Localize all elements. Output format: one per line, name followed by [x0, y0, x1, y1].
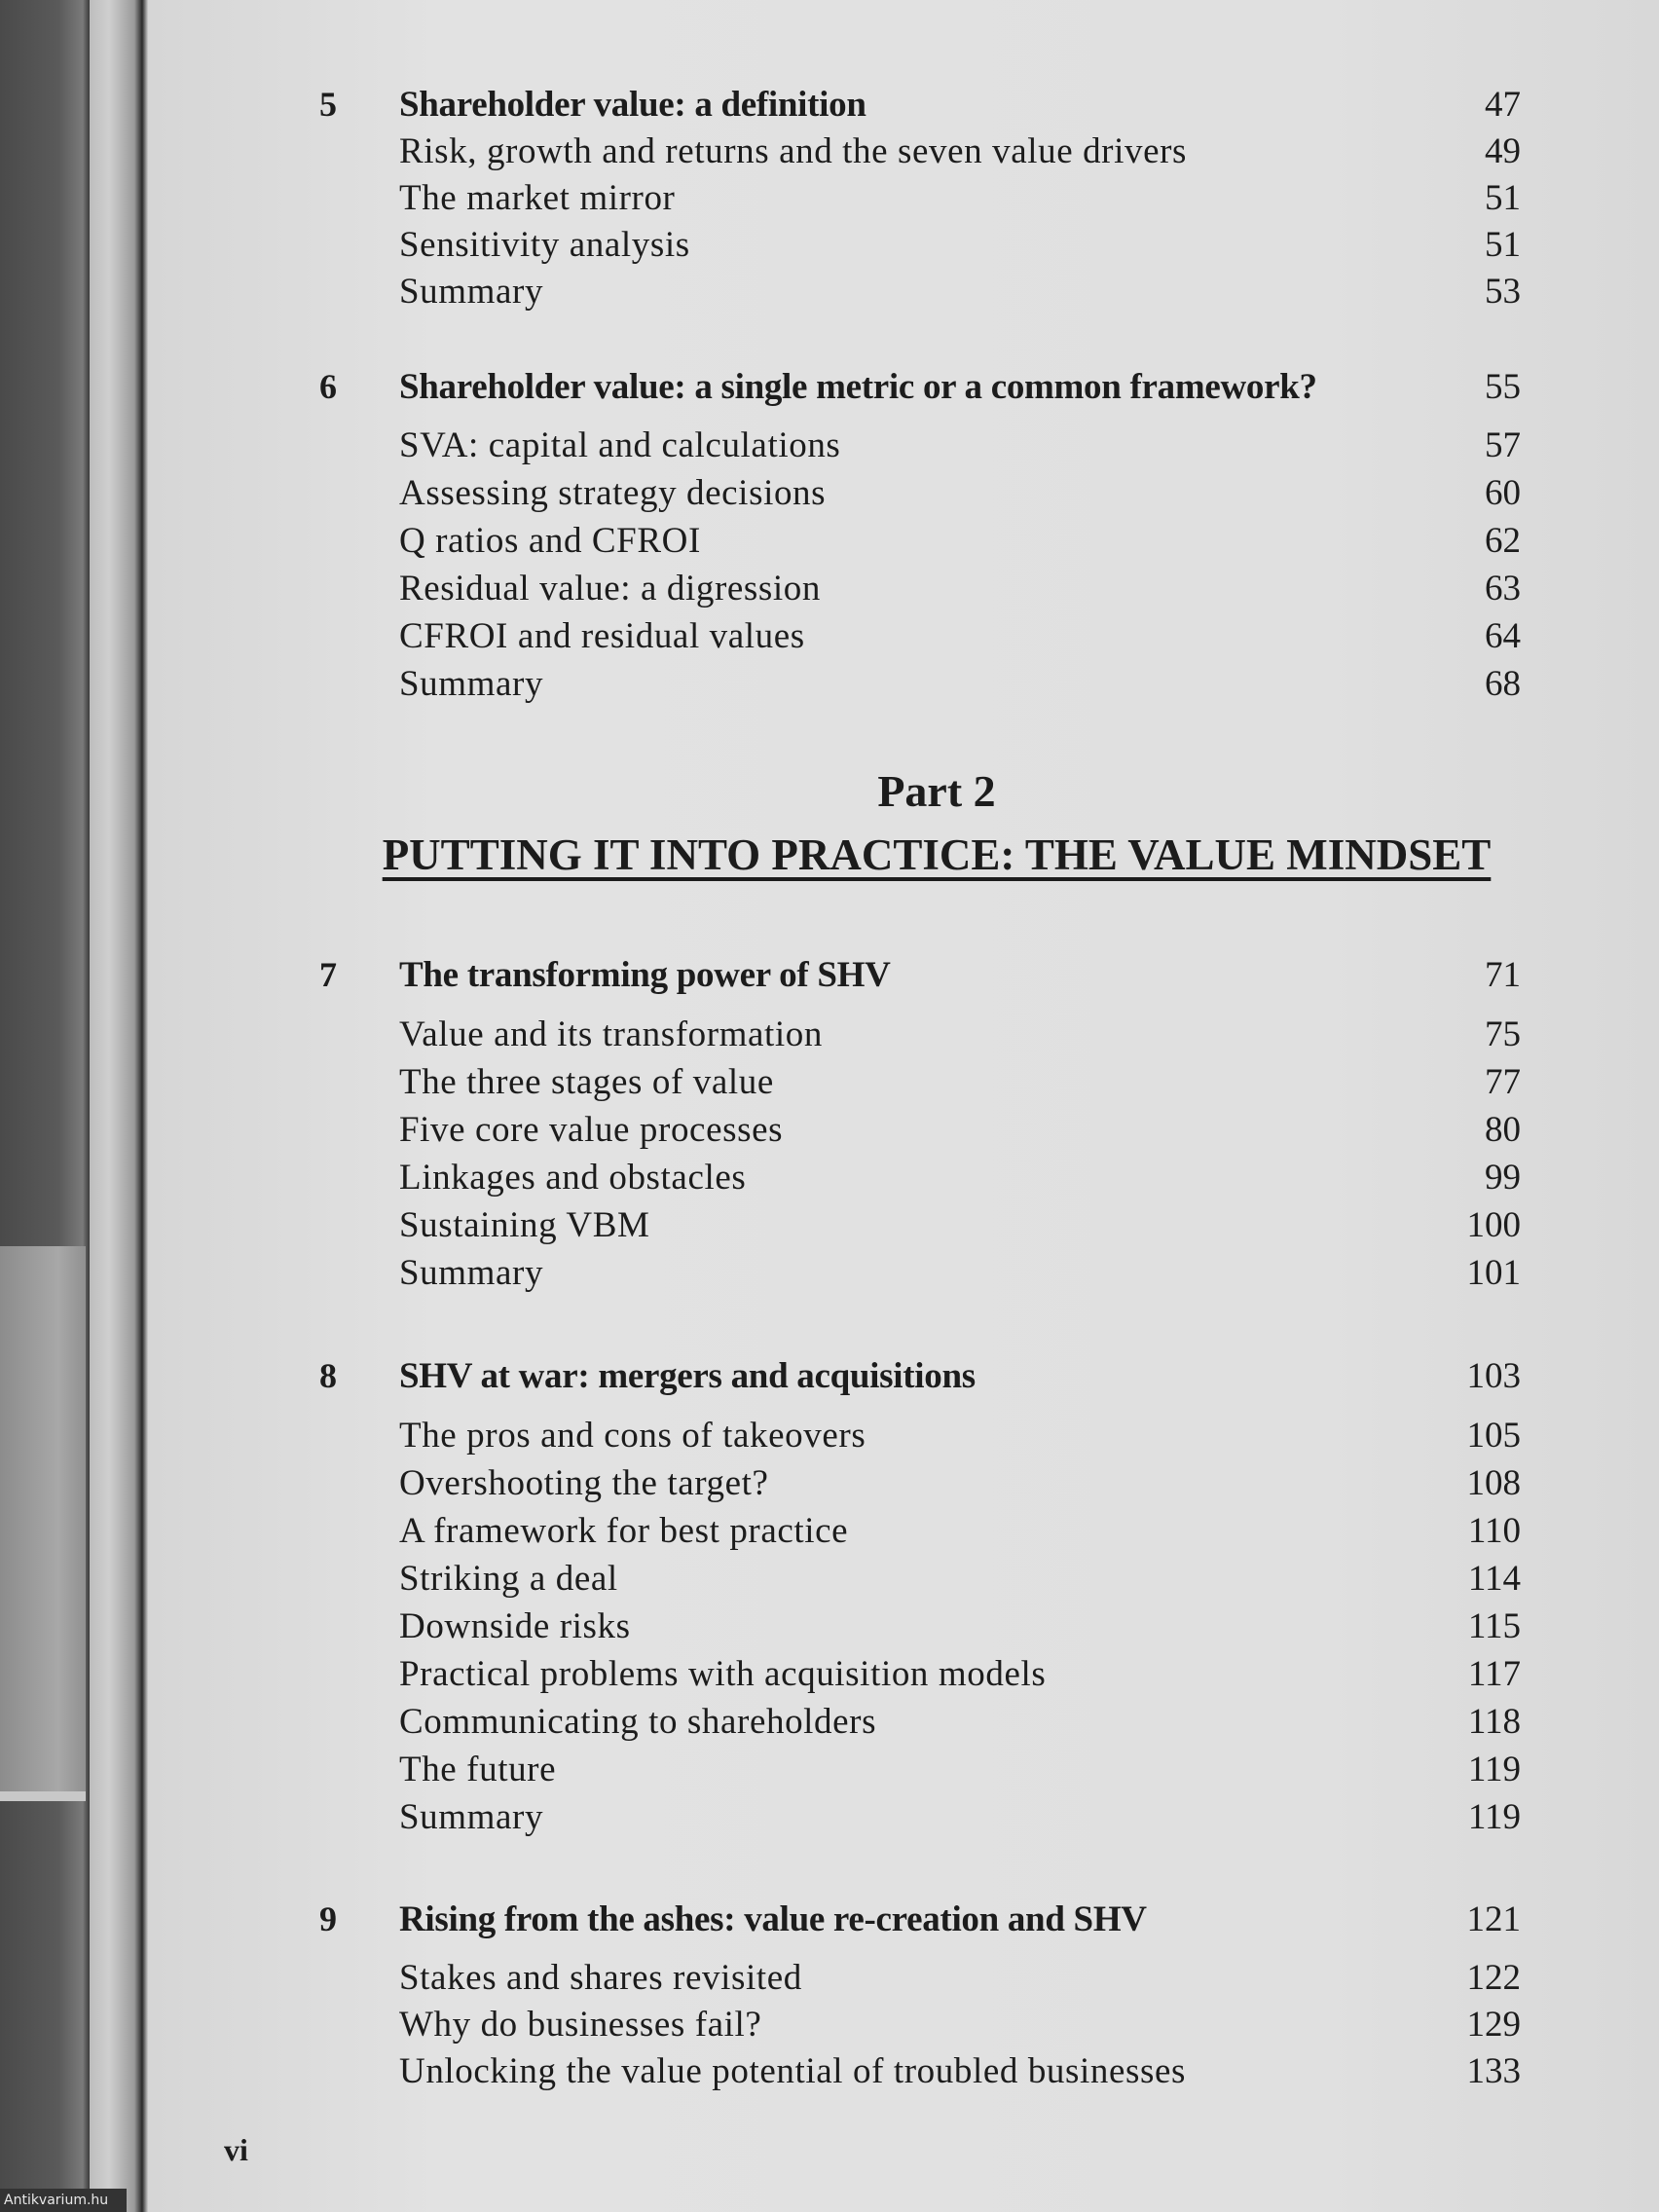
chapter-title: Rising from the ashes: value re-creation and SHV [399, 1899, 1147, 1939]
page-number: 68 [1485, 664, 1521, 704]
entry-text: The market mirror [399, 178, 676, 218]
page-number: 119 [1467, 1750, 1521, 1789]
entry-text: Sustaining VBM [399, 1205, 650, 1245]
entry-text: Assessing strategy decisions [399, 473, 827, 513]
entry-text: The pros and cons of takeovers [399, 1416, 866, 1456]
chapter-number: 6 [319, 367, 337, 406]
entry-text: A framework for best practice [399, 1511, 849, 1551]
page-number: 51 [1485, 178, 1521, 218]
page-gutter [90, 0, 148, 2212]
toc-entry [148, 2004, 1659, 2050]
toc-entry [148, 1462, 1659, 1509]
chapter-6-heading [148, 366, 1659, 413]
entry-text: Striking a deal [399, 1559, 618, 1599]
chapter-title: SHV at war: mergers and acquisitions [399, 1356, 976, 1396]
part-label: Part 2 [877, 766, 996, 816]
page-number: 133 [1466, 2051, 1521, 2091]
toc-entry [148, 1204, 1659, 1251]
page-number: 53 [1485, 272, 1521, 312]
spine-cover-band [0, 1246, 86, 1801]
entry-text: Stakes and shares revisited [399, 1958, 802, 1998]
page-number: 122 [1466, 1958, 1521, 1998]
entry-text: Why do businesses fail? [399, 2005, 762, 2045]
toc-entry [148, 472, 1659, 519]
toc-entry [148, 1796, 1659, 1843]
entry-text: Summary [399, 272, 544, 312]
toc-entry [148, 520, 1659, 567]
page-number: 117 [1467, 1654, 1521, 1694]
entry-text: Value and its transformation [399, 1014, 824, 1054]
entry-text: Summary [399, 1797, 544, 1837]
toc-entry [148, 1957, 1659, 2004]
page-number: 129 [1466, 2005, 1521, 2045]
toc-entry [148, 568, 1659, 614]
toc-entry [148, 1605, 1659, 1652]
entry-text: CFROI and residual values [399, 616, 805, 656]
entry-text: Downside risks [399, 1606, 631, 1646]
page-folio: vi [224, 2132, 248, 2167]
entry-text: Linkages and obstacles [399, 1158, 747, 1198]
chapter-title: Shareholder value: a definition [399, 85, 866, 125]
page-number: 75 [1485, 1014, 1521, 1054]
chapter-title: Shareholder value: a single metric or a common framework? [399, 367, 1317, 407]
entry-text: Residual value: a digression [399, 569, 821, 608]
toc-entry [148, 1252, 1659, 1299]
toc-entry [148, 271, 1659, 317]
contents-page [148, 0, 1659, 2212]
page-number: 108 [1466, 1463, 1521, 1503]
page-number: 51 [1485, 225, 1521, 265]
entry-text: Sensitivity analysis [399, 225, 690, 265]
toc-entry [148, 1157, 1659, 1203]
chapter-7-heading [148, 954, 1659, 1001]
watermark: Antikvarium.hu [0, 2189, 127, 2212]
chapter-number: 7 [319, 955, 337, 994]
entry-text: Risk, growth and returns and the seven value drivers [399, 131, 1188, 171]
entry-text: Summary [399, 1253, 544, 1293]
page-number: 114 [1467, 1559, 1521, 1599]
entry-text: The future [399, 1750, 557, 1789]
page-number: 60 [1485, 473, 1521, 513]
toc-entry [148, 1014, 1659, 1060]
toc-entry [148, 1061, 1659, 1108]
page-number: 77 [1485, 1062, 1521, 1102]
page-number: 64 [1485, 616, 1521, 656]
toc-entry [148, 615, 1659, 662]
entry-text: Unlocking the value potential of troubled businesses [399, 2051, 1187, 2091]
toc-entry [148, 663, 1659, 710]
entry-text: SVA: capital and calculations [399, 425, 841, 465]
entry-text: Overshooting the target? [399, 1463, 769, 1503]
entry-text: Five core value processes [399, 1110, 784, 1150]
chapter-title: The transforming power of SHV [399, 955, 891, 995]
entry-text: Summary [399, 664, 544, 704]
toc-entry [148, 177, 1659, 224]
page-number: 110 [1467, 1511, 1521, 1551]
entry-text: Practical problems with acquisition models [399, 1654, 1047, 1694]
chapter-5-heading [148, 84, 1659, 130]
toc-entry [148, 1653, 1659, 1700]
toc-entry [148, 1558, 1659, 1604]
page-number: 71 [1485, 955, 1521, 995]
entry-text: Communicating to shareholders [399, 1702, 877, 1742]
toc-entry [148, 224, 1659, 271]
page-number: 100 [1466, 1205, 1521, 1245]
chapter-number: 5 [319, 85, 337, 124]
toc-entry [148, 2050, 1659, 2097]
toc-entry [148, 424, 1659, 471]
chapter-8-heading [148, 1355, 1659, 1402]
entry-text: The three stages of value [399, 1062, 774, 1102]
page-number: 101 [1466, 1253, 1521, 1293]
chapter-number: 8 [319, 1356, 337, 1395]
book-spine [0, 0, 90, 2212]
toc-entry [148, 1749, 1659, 1795]
toc-entry [148, 1510, 1659, 1557]
page-number: 49 [1485, 131, 1521, 171]
spine-stripe [0, 1791, 86, 1801]
page-number: 63 [1485, 569, 1521, 608]
page-number: 57 [1485, 425, 1521, 465]
toc-entry [148, 1109, 1659, 1156]
toc-entry [148, 1415, 1659, 1461]
page-number: 80 [1485, 1110, 1521, 1150]
page-number: 47 [1485, 85, 1521, 125]
toc-entry [148, 130, 1659, 177]
page-number: 103 [1466, 1356, 1521, 1396]
entry-text: Q ratios and CFROI [399, 521, 701, 561]
part-title: PUTTING IT INTO PRACTICE: THE VALUE MINDSET [382, 830, 1492, 879]
page-number: 119 [1467, 1797, 1521, 1837]
page-number: 105 [1466, 1416, 1521, 1456]
page-number: 115 [1467, 1606, 1521, 1646]
page-number: 118 [1467, 1702, 1521, 1742]
page-number: 99 [1485, 1158, 1521, 1198]
chapter-number: 9 [319, 1899, 337, 1938]
page-number: 121 [1466, 1899, 1521, 1939]
page-number: 62 [1485, 521, 1521, 561]
chapter-9-heading [148, 1899, 1659, 1945]
page-number: 55 [1485, 367, 1521, 407]
toc-entry [148, 1701, 1659, 1748]
